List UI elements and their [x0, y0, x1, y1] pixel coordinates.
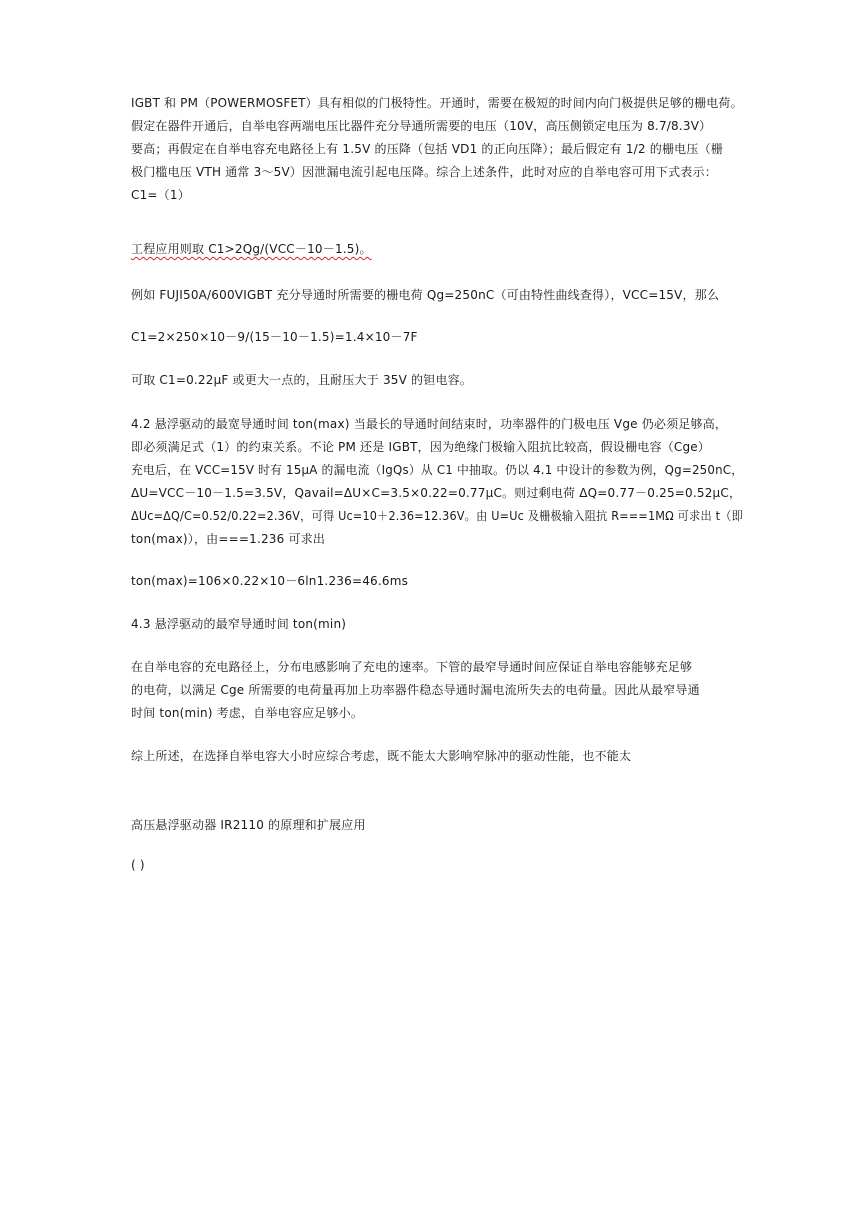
text-line: C1=（1） [131, 188, 190, 202]
text-line: 4.2 悬浮驱动的最宽导通时间 ton(max) 当最长的导通时间结束时，功率器件的门极电压 Vge 仍必须足够高， [131, 417, 728, 431]
footer-text: ( ) [131, 858, 145, 872]
text-line: 要高；再假定在自举电容充电路径上有 1.5V 的压降（包括 VD1 的正向压降）；最后假定有 1/2 的栅电压（栅 [131, 142, 723, 156]
paragraph-example [131, 284, 741, 307]
text-line: 即必须满足式（1）的约束关系。不论 PM 还是 IGBT，因为绝缘门极输入阻抗比较高，假设栅电容（Cge） [131, 440, 711, 454]
text-line: ton(max)），由===1.236 可求出 [131, 532, 326, 546]
text-line: ΔUc=ΔQ/C=0.52/0.22=2.36V，可得 Uc=10＋2.36=12.36V。由 U=Uc 及栅极输入阻抗 R===1MΩ 可求出 t（即 [131, 509, 743, 523]
paragraph-capacitor-choice [131, 369, 741, 392]
text-line: 综上所述，在选择自举电容大小时应综合考虑，既不能太大影响窄脉冲的驱动性能，也不能太 [131, 749, 632, 763]
text-line: 时间 ton(min) 考虑，自举电容应足够小。 [131, 706, 364, 720]
text-line: 假定在器件开通后，自举电容两端电压比器件充分导通所需要的电压（10V，高压侧锁定电压为 8.7/8.3V） [131, 119, 712, 133]
text-line: ΔU=VCC－10－1.5=3.5V，Qavail=ΔU×C=3.5×0.22=0.77μC。则过剩电荷 ΔQ=0.77－0.25=0.52μC， [131, 486, 742, 500]
formula-line: C1=2×250×10－9/(15－10－1.5)=1.4×10－7F [131, 330, 418, 344]
paragraph-c1-calculation [131, 326, 741, 349]
paragraph-engineering-rule [131, 238, 741, 261]
formula-line: ton(max)=106×0.22×10－6ln1.236=46.6ms [131, 574, 409, 588]
paragraph-section-4-2 [131, 413, 744, 551]
footer-parentheses [131, 854, 741, 877]
text-line: 可取 C1=0.22μF 或更大一点的，且耐压大于 35V 的钽电容。 [131, 373, 473, 387]
text-line: 例如 FUJI50A/600VIGBT 充分导通时所需要的栅电荷 Qg=250nC（可由特性曲线查得），VCC=15V，那么 [131, 288, 720, 302]
title-text: 高压悬浮驱动器 IR2110 的原理和扩展应用 [131, 818, 366, 832]
paragraph-section-4-3 [131, 656, 741, 725]
text-line: 极门槛电压 VTH 通常 3～5V）因泄漏电流引起电压降。综合上述条件，此时对应的自举电容可用下式表示： [131, 165, 717, 179]
paragraph-summary [131, 745, 741, 768]
text-line: 在自举电容的充电路径上，分布电感影响了充电的速率。下管的最窄导通时间应保证自举电容能够充足够 [131, 660, 693, 674]
text-line: IGBT 和 PM（POWERMOSFET）具有相似的门极特性。开通时，需要在极短的时间内向门极提供足够的栅电荷。 [131, 96, 743, 110]
document-title [131, 814, 741, 837]
spellcheck-underlined-text: 工程应用则取 C1>2Qg/(VCC－10－1.5)。 [131, 242, 372, 256]
paragraph-section-4-3-heading [131, 613, 741, 636]
section-heading: 4.3 悬浮驱动的最窄导通时间 ton(min) [131, 617, 347, 631]
text-line: 的电荷，以满足 Cge 所需要的电荷量再加上功率器件稳态导通时漏电流所失去的电荷量。因此从最窄导通 [131, 683, 700, 697]
text-line: 充电后，在 VCC=15V 时有 15μA 的漏电流（IgQs）从 C1 中抽取。仍以 4.1 中设计的参数为例，Qg=250nC， [131, 463, 744, 477]
paragraph-ton-max-result [131, 570, 741, 593]
paragraph-bootstrap-intro [131, 92, 741, 207]
